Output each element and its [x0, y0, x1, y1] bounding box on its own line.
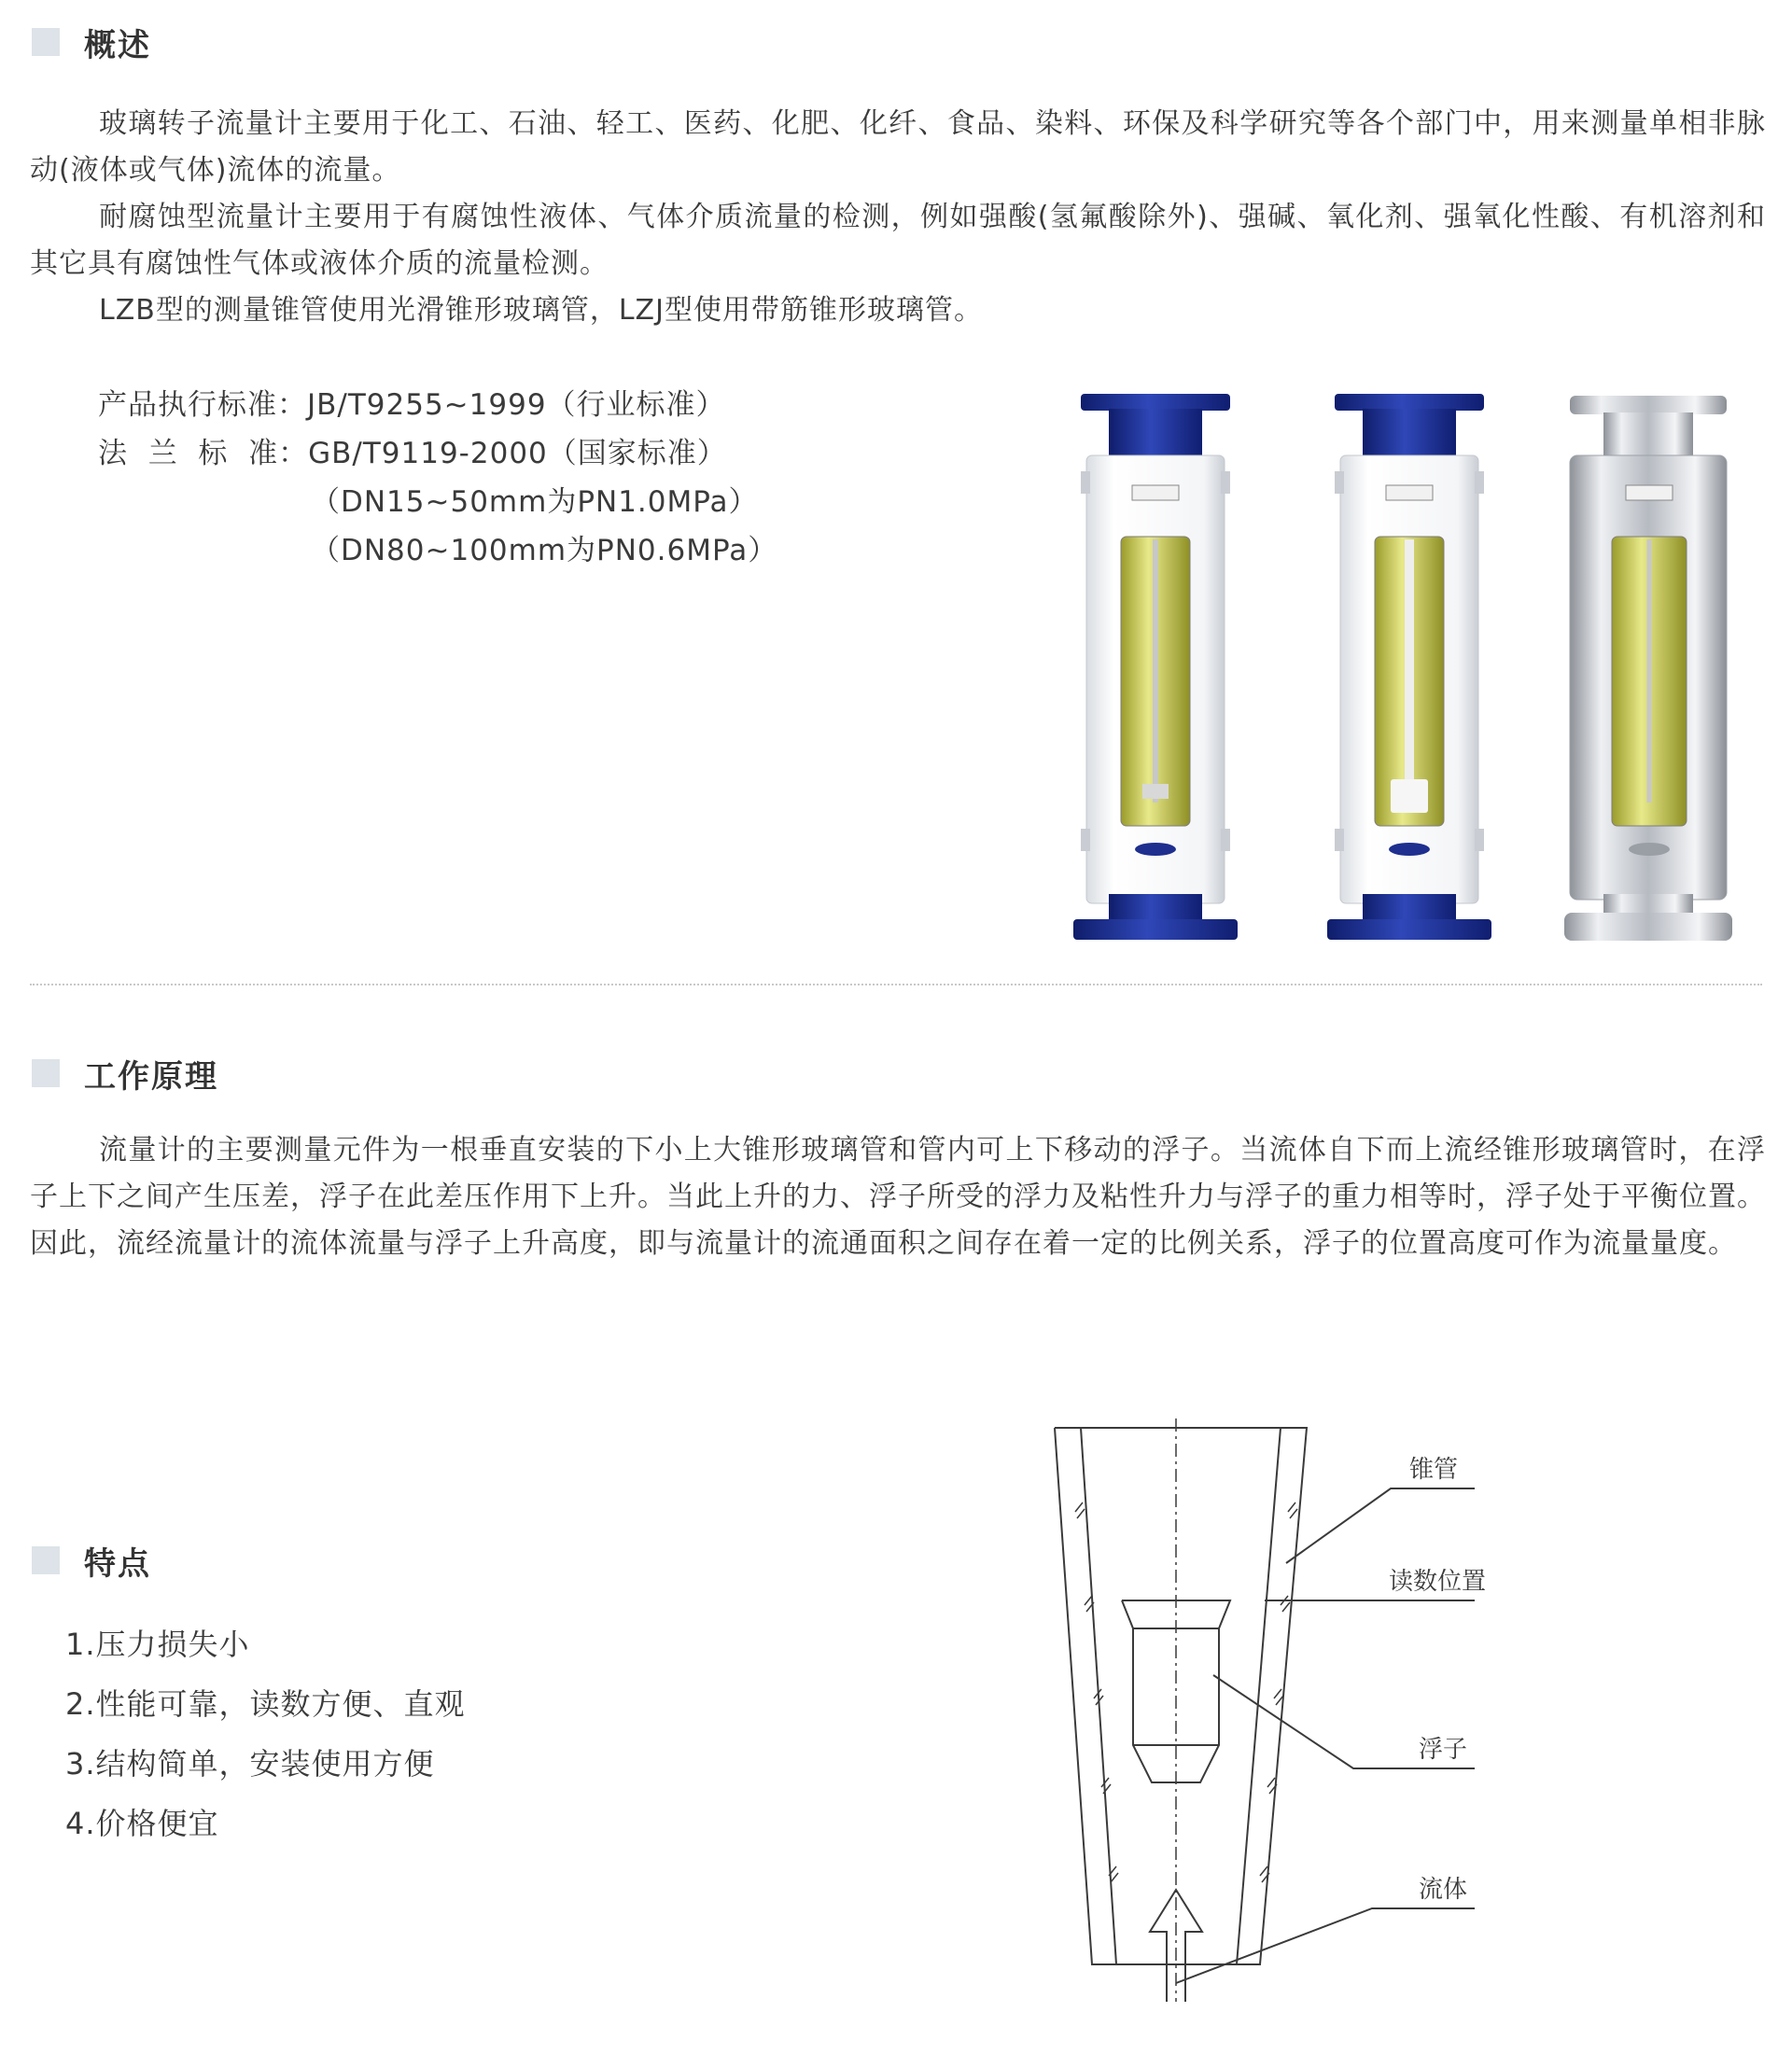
flange-note: （DN15~50mm为PN1.0MPa）: [311, 485, 759, 519]
standards-block: [98, 381, 777, 575]
flowmeter-lzj-image: [1327, 394, 1491, 940]
label-reading-position: 读数位置: [1389, 1568, 1487, 1596]
section-marker-icon: [32, 1546, 60, 1574]
flowmeter-lzb-image: [1073, 394, 1238, 940]
section-divider: [30, 984, 1762, 985]
principle-title: 工作原理: [84, 1057, 218, 1096]
flowmeter-product-image: [1055, 383, 1745, 947]
section-marker-icon: [32, 28, 60, 56]
label-cone-tube: 锥管: [1409, 1456, 1459, 1484]
features-title: 特点: [84, 1544, 151, 1583]
label-fluid: 流体: [1419, 1876, 1468, 1904]
principle-paragraph: 流量计的主要测量元件为一根垂直安装的下小上大锥形玻璃管和管内可上下移动的浮子。当流体自下而上流经锥形玻璃管时，在浮子上下之间产生压差，浮子在此差压作用下上升。当此上升的力、浮子所受的浮力及粘性升力与浮子的重力相等时，浮子处于平衡位置。因此，流经流量计的流体流量与浮子上升高度，即与流量计的流通面积之间存在着一定的比例关系，浮子的位置高度可作为流量量度。: [30, 1134, 1766, 1260]
rotameter-diagram: [1036, 1414, 1521, 2011]
features-list: [65, 1614, 466, 1853]
principle-heading: [32, 1055, 218, 1096]
feature-item: 1.压力损失小: [65, 1627, 250, 1662]
section-marker-icon: [32, 1059, 60, 1087]
feature-item: 3.结构简单，安装使用方便: [65, 1746, 435, 1782]
features-heading: [32, 1542, 151, 1583]
overview-heading: [32, 23, 151, 64]
overview-paragraph: 耐腐蚀型流量计主要用于有腐蚀性液体、气体介质流量的检测，例如强酸(氢氟酸除外)、强碱、氧化剂、强氧化性酸、有机溶剂和其它具有腐蚀性气体或液体介质的流量检测。: [30, 201, 1766, 280]
product-standard: 产品执行标准：JB/T9255~1999（行业标准）: [98, 388, 726, 422]
feature-item: 4.价格便宜: [65, 1806, 219, 1841]
flange-note: （DN80~100mm为PN0.6MPa）: [311, 534, 778, 567]
overview-paragraph: LZB型的测量锥管使用光滑锥形玻璃管，LZJ型使用带筋锥形玻璃管。: [99, 294, 983, 327]
overview-title: 概述: [84, 26, 151, 64]
overview-text: [30, 101, 1766, 334]
flange-standard: 法 兰 标 准：GB/T9119-2000（国家标准）: [98, 437, 727, 470]
label-float: 浮子: [1419, 1736, 1468, 1764]
principle-text: [30, 1127, 1766, 1267]
feature-item: 2.性能可靠，读数方便、直观: [65, 1686, 466, 1722]
overview-paragraph: 玻璃转子流量计主要用于化工、石油、轻工、医药、化肥、化纤、食品、染料、环保及科学研究等各个部门中，用来测量单相非脉动(液体或气体)流体的流量。: [30, 107, 1766, 187]
flowmeter-stainless-image: [1564, 396, 1732, 941]
